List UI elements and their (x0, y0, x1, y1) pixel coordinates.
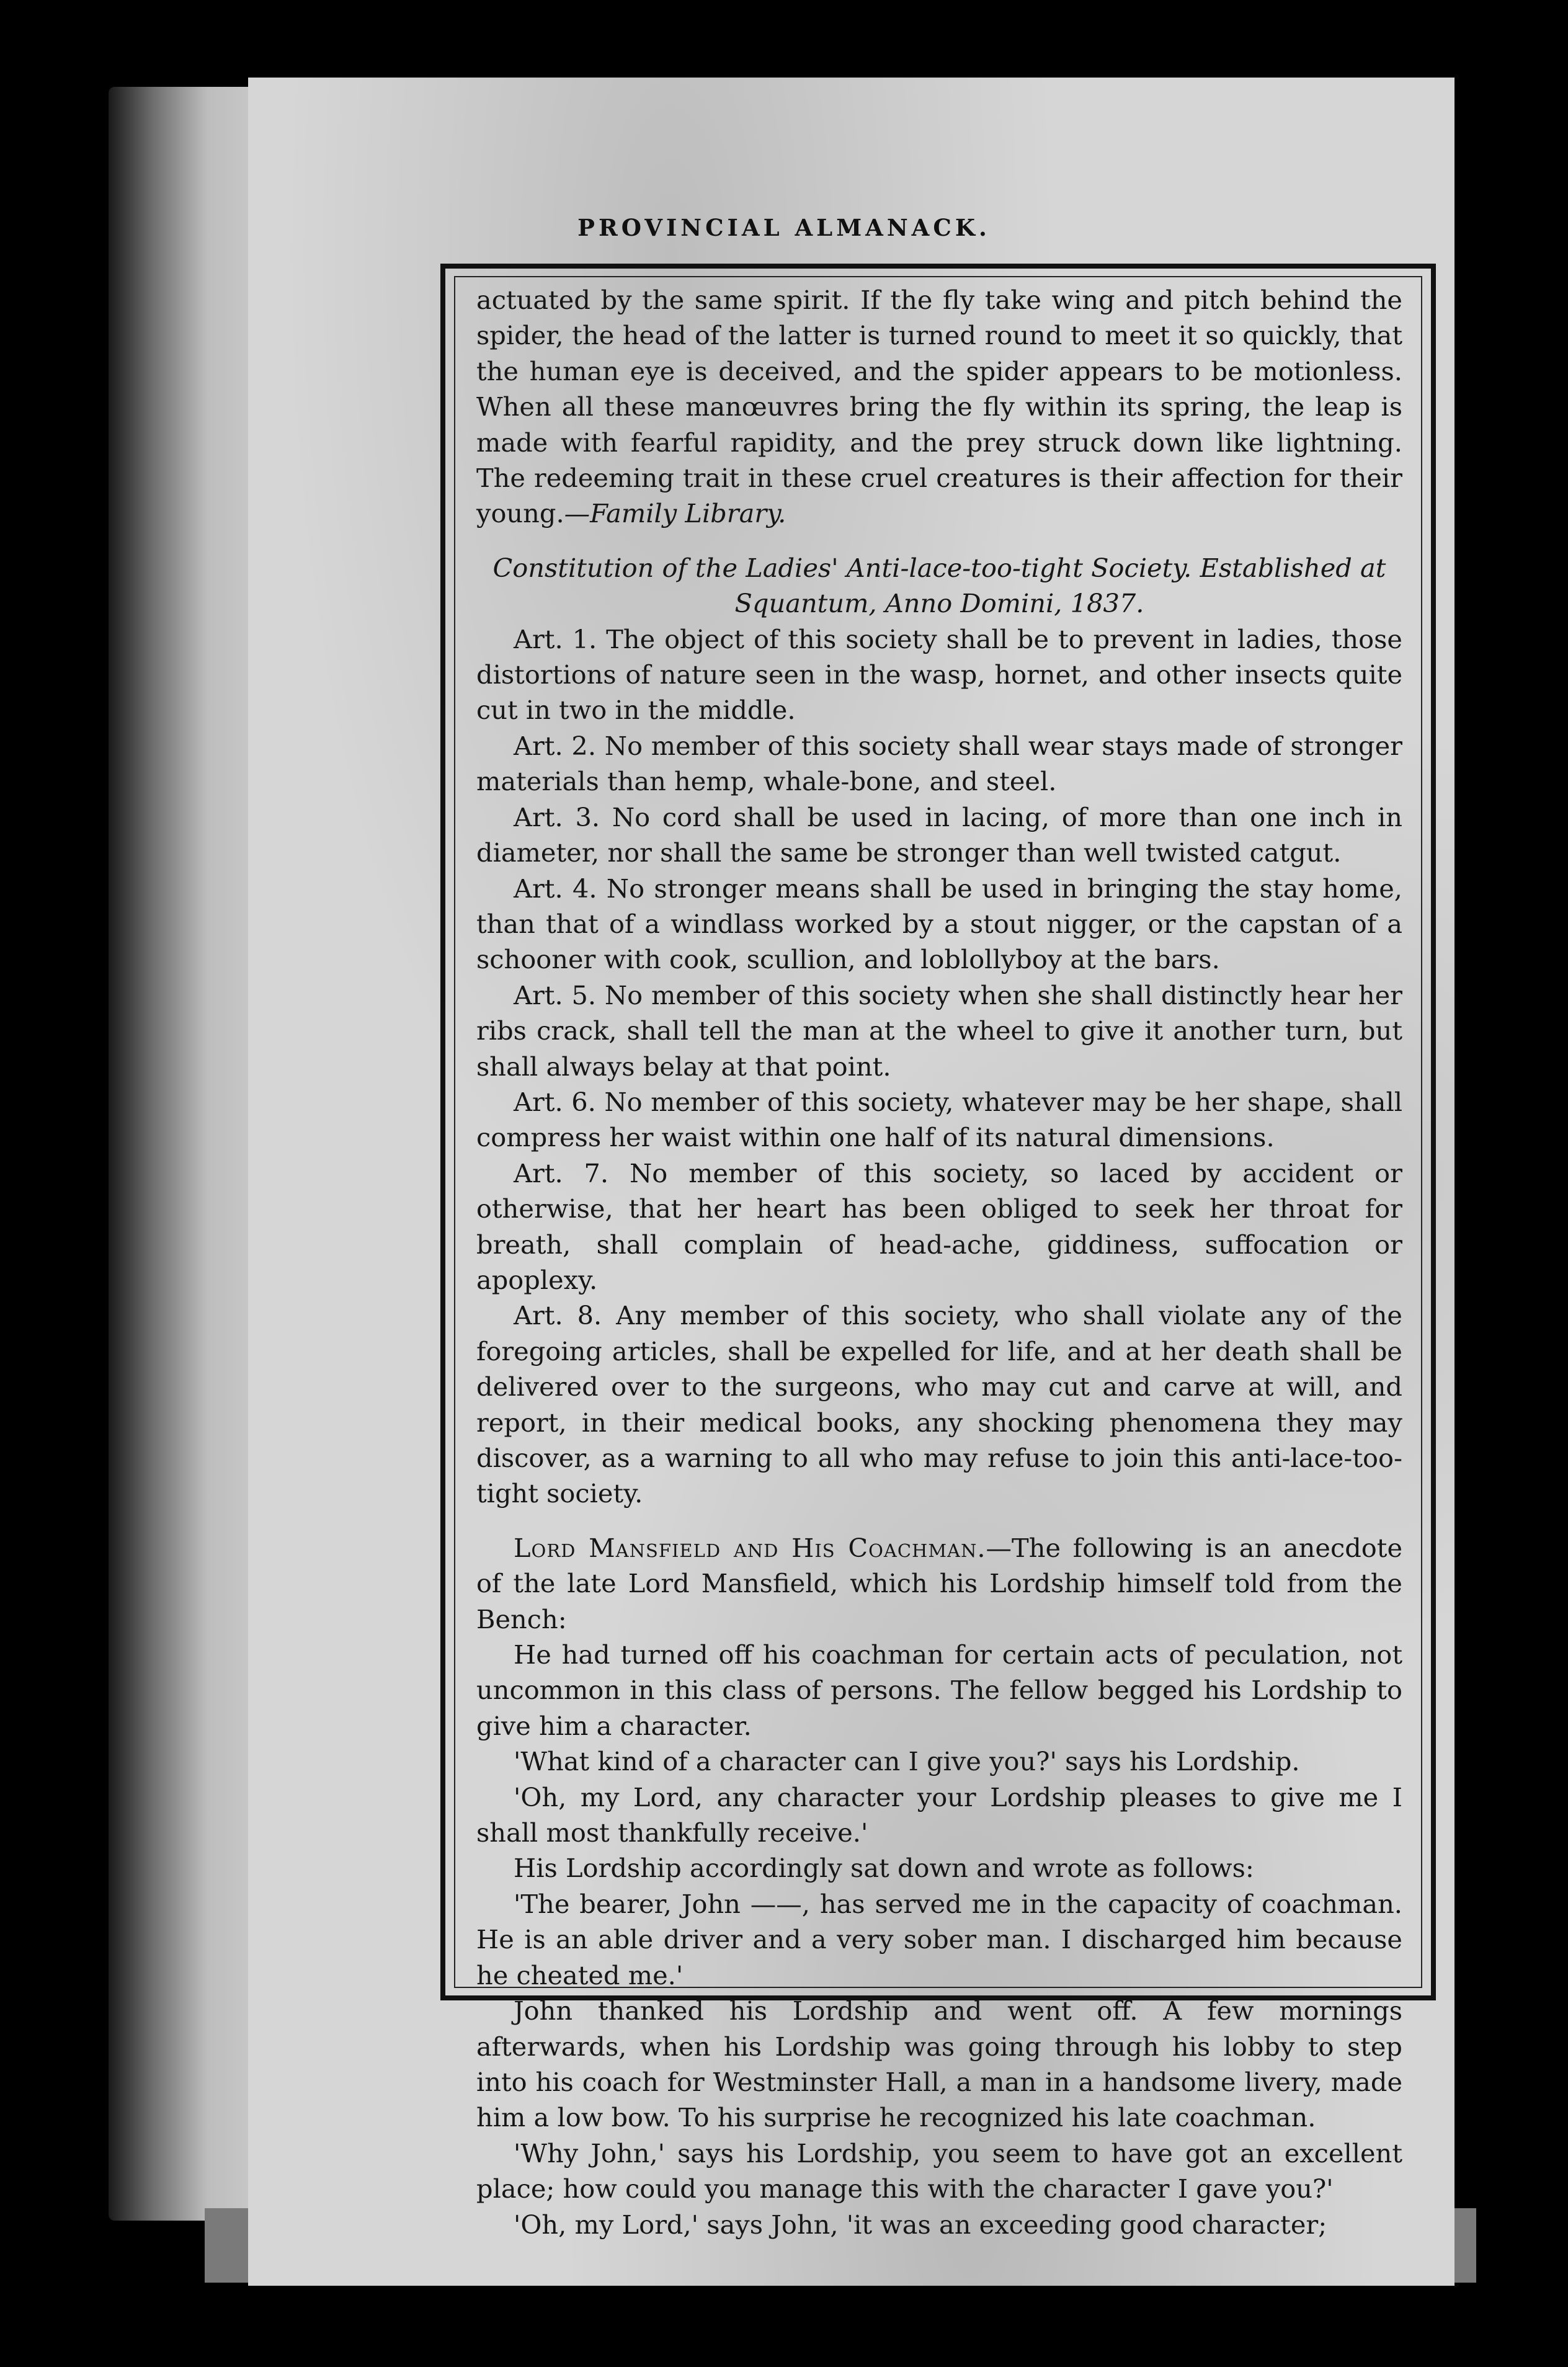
spider-text: actuated by the same spirit. If the fly take wing and pitch behind the spider, the head of the latter is turned round to meet it so quickly, that the human eye is deceived, and the spider appears to be motionless. When all these manœuvres bring the fly within its spring, the leap is made with fearful rapidity, and the prey struck down like lightning. The redeeming trait in these cruel creatures is their affection for their young. (476, 285, 1402, 529)
spider-paragraph (476, 282, 1402, 532)
anecdote-intro-paragraph (476, 1530, 1402, 1637)
constitution-title: Constitution of the Ladies' Anti-lace-too-tight Society. Established at (492, 552, 1386, 583)
anecdote-paragraph: He had turned off his coachman for certain acts of peculation, not uncommon in this class of persons. The fellow begged his Lordship to give him a character. (476, 1639, 1402, 1741)
article-4: Art. 4. No stronger means shall be used in bringing the stay home, than that of a windlass worked by a stout nigger, or the capstan of a schooner with cook, scullion, and loblollyboy at the bars. (476, 873, 1402, 975)
spider-citation: —Family Library. (564, 498, 786, 529)
article-1: Art. 1. The object of this society shall be to prevent in ladies, those distortions of nature seen in the wasp, hornet, and other insects quite cut in two in the middle. (476, 623, 1402, 726)
text-column (454, 276, 1422, 2240)
anecdote-heading: Lord Mansfield and His Coachman. (514, 1532, 986, 1563)
article-6: Art. 6. No member of this society, whatever may be her shape, shall compress her waist within one half of its natural dimensions. (476, 1086, 1402, 1153)
anecdote-paragraph: 'Oh, my Lord, any character your Lordship pleases to give me I shall most thankfully receive.' (476, 1781, 1402, 1848)
constitution-subtitle: Squantum, Anno Domini, 1837. (734, 588, 1144, 619)
article-3: Art. 3. No cord shall be used in lacing, of more than one inch in diameter, nor shall the same be stronger than well twisted catgut. (476, 801, 1402, 868)
running-head: PROVINCIAL ALMANACK. (577, 214, 991, 241)
anecdote-paragraph: His Lordship accordingly sat down and wrote as follows: (514, 1853, 1254, 1884)
section-gap (476, 532, 1402, 550)
anecdote-paragraph: 'What kind of a character can I give you?' says his Lordship. (514, 1746, 1300, 1777)
anecdote-intro: —The following is an anecdote of the late Lord Mansfield, which his Lordship himself told from the Bench: (476, 1532, 1402, 1634)
article-7: Art. 7. No member of this society, so laced by accident or otherwise, that her heart has been obliged to seek her throat for breath, shall complain of head-ache, giddiness, suffocation or apoplexy. (476, 1157, 1402, 1295)
section-gap (476, 1512, 1402, 1530)
anecdote-paragraph: 'The bearer, John ——, has served me in the capacity of coachman. He is an able driver and a very sober man. I discharged him because he cheated me.' (476, 1888, 1402, 1990)
anecdote-paragraph: 'Why John,' says his Lordship, you seem to have got an excellent place; how could you manage this with the character I gave you?' (476, 2137, 1402, 2204)
article-2: Art. 2. No member of this society shall wear stays made of stronger materials than hemp, whale-bone, and steel. (476, 730, 1402, 797)
anecdote-paragraph: 'Oh, my Lord,' says John, 'it was an exceeding good character; (514, 2209, 1327, 2240)
article-5: Art. 5. No member of this society when she shall distinctly hear her ribs crack, shall tell the man at the wheel to give it another turn, but shall always belay at that point. (476, 979, 1402, 1082)
anecdote-paragraph: John thanked his Lordship and went off. A few mornings afterwards, when his Lordship was going through his lobby to step into his coach for Westminster Hall, a man in a handsome livery, made him a low bow. To his surprise he recognized his late coachman. (476, 1995, 1402, 2133)
text-frame (440, 264, 1436, 2240)
article-8: Art. 8. Any member of this society, who shall violate any of the foregoing articles, shall be expelled for life, and at her death shall be delivered over to the surgeons, who may cut and carve at will, and report, in their medical books, any shocking phenomena they may discover, as a warning to all who may refuse to join this anti-lace-too-tight society. (476, 1300, 1402, 1509)
